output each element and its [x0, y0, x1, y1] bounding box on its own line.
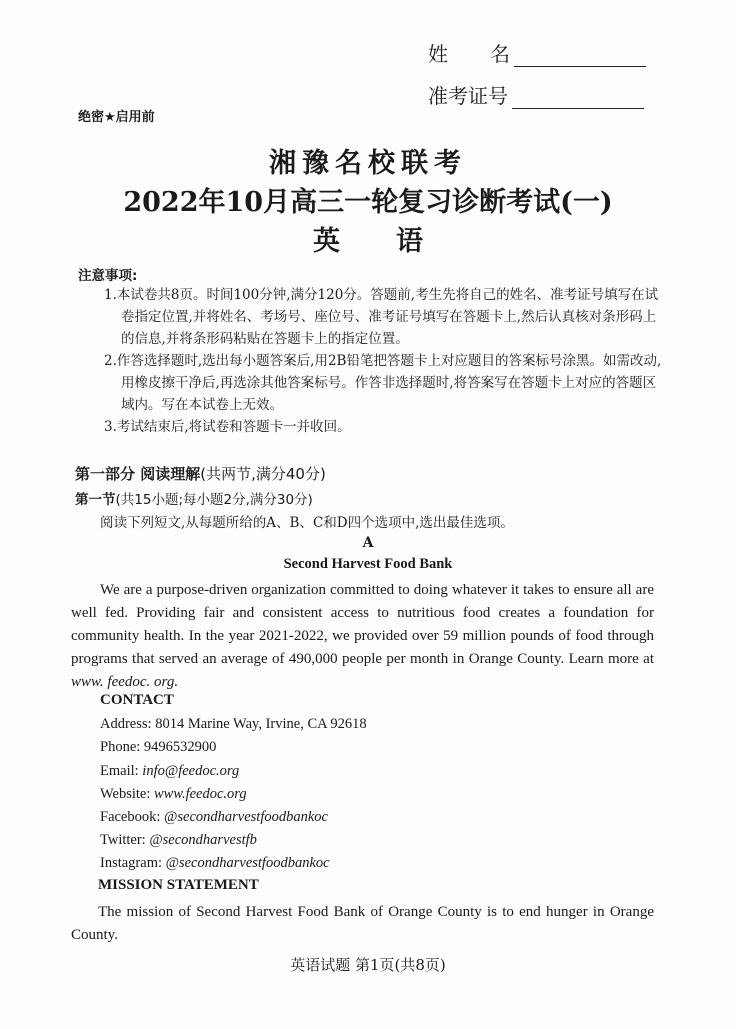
- exam-title-line2: 2022年10月高三一轮复习诊断考试(一): [123, 187, 613, 218]
- notice-heading: 注意事项:: [78, 268, 138, 284]
- secret-mark: 绝密★启用前: [78, 110, 155, 125]
- mission-paragraph: The mission of Second Harvest Food Bank of Orange County is to end hunger in Orange County.: [71, 904, 654, 943]
- passage-title: Second Harvest Food Bank: [283, 556, 453, 572]
- page-footer: 英语试题 第1页(共8页): [290, 956, 446, 974]
- exam-id-label: 准考证号: [428, 84, 508, 108]
- contact-heading: CONTACT: [100, 692, 174, 708]
- instruction: 阅读下列短文,从每题所给的A、B、C和D四个选项中,选出最佳选项。: [100, 515, 514, 531]
- contact-twitter: Twitter: @secondharvestfb: [100, 832, 257, 848]
- name-field: [428, 38, 646, 67]
- contact-phone: Phone: 9496532900: [100, 739, 217, 755]
- notice-item: 1.本试卷共8页。时间100分钟,满分120分。答题前,考生先将自己的姓名、准考证号填写在试卷指定位置,并将姓名、考场号、座位号、准考证号填写在答题卡上,然后认真核对条形码上的信息,并将条形码粘贴在答题卡上的指定位置。: [104, 287, 659, 347]
- section1-title: 第一节: [75, 492, 116, 508]
- section1-heading: [75, 488, 313, 508]
- passage-link: www. feedoc. org.: [71, 674, 179, 690]
- name-blank[interactable]: [514, 46, 646, 67]
- exam-id-field: [428, 80, 644, 109]
- part1-title: 第一部分 阅读理解: [75, 465, 201, 483]
- subject-title: 英语: [313, 226, 479, 257]
- part1-heading: [75, 463, 326, 484]
- contact-website: Website: www.feedoc.org: [100, 786, 247, 802]
- contact-email: Email: info@feedoc.org: [100, 763, 240, 779]
- contact-facebook: Facebook: @secondharvestfoodbankoc: [100, 809, 328, 825]
- section1-rest: (共15小题;每小题2分,满分30分): [115, 492, 313, 508]
- contact-address: Address: 8014 Marine Way, Irvine, CA 92618: [100, 716, 367, 732]
- exam-title-line1: 湘豫名校联考: [269, 148, 467, 179]
- notice-item: 2.作答选择题时,选出每小题答案后,用2B铅笔把答题卡上对应题目的答案标号涂黑。如需改动,用橡皮擦干净后,再选涂其他答案标号。作答非选择题时,将答案写在答题卡上对应的答题区域内。写在本试卷上无效。: [104, 353, 662, 413]
- exam-id-blank[interactable]: [512, 88, 644, 109]
- notice-item: 3.考试结束后,将试卷和答题卡一并收回。: [104, 419, 351, 435]
- contact-instagram: Instagram: @secondharvestfoodbankoc: [100, 855, 330, 871]
- mission-heading: MISSION STATEMENT: [98, 877, 259, 893]
- passage-letter: A: [362, 535, 374, 551]
- part1-title-rest: (共两节,满分40分): [200, 465, 326, 483]
- name-label: 姓名: [428, 42, 552, 66]
- passage-paragraph: We are a purpose-driven organization committed to doing whatever it takes to ensure all are well fed. Providing fair and consistent access to nutritious food creates a foundation for community health. In the year 2021-2022, we provided over 59 million pounds of food through programs that served an average of 490,000 people per month in Orange County. Learn more at www. feedoc. org.: [71, 582, 654, 690]
